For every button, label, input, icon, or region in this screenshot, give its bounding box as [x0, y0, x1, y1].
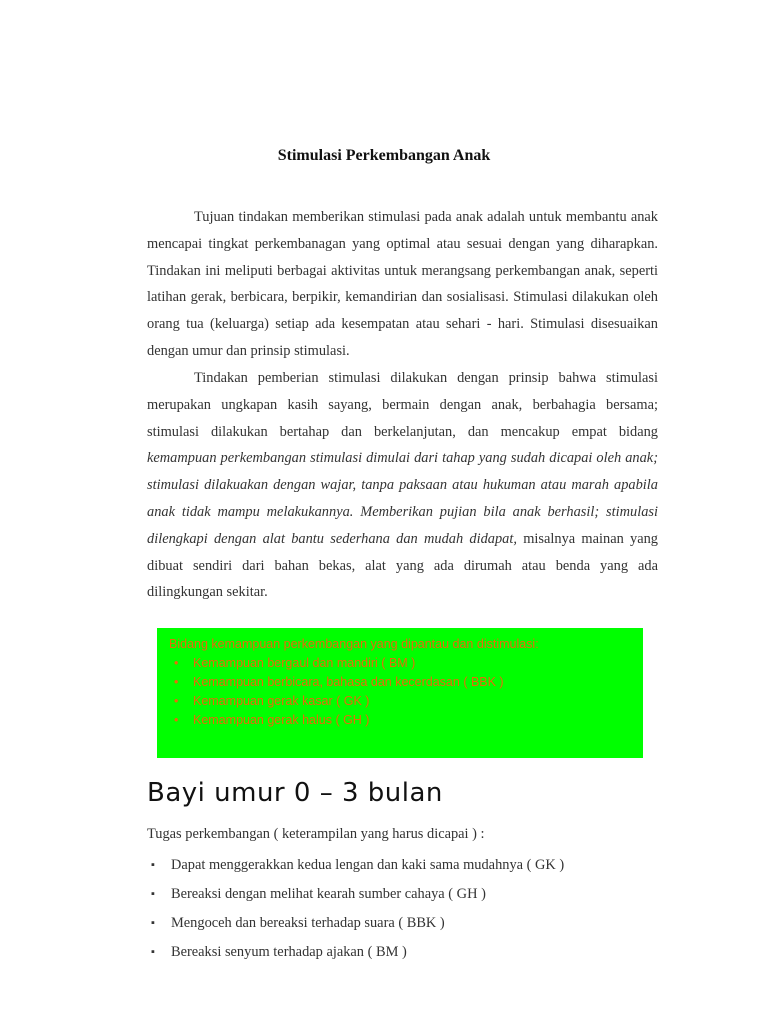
square-bullet-icon: ▪: [151, 946, 155, 958]
paragraph-principles: [147, 365, 658, 606]
task-text: Bereaksi dengan melihat kearah sumber cahaya ( GH ): [171, 886, 486, 902]
paragraph-purpose-text: Tujuan tindakan memberikan stimulasi pada anak adalah untuk membantu anak mencapai tingkat perkembanagan yang optimal atau sesuai dengan yang diharapkan. Tindakan ini meliputi berbagai aktivitas untuk merangsang perkembangan anak, seperti latihan gerak, berbicara, berpikir, kemandirian dan sosialisasi. Stimulasi dilakukan oleh orang tua (keluarga) setiap ada kesempatan atau sehari - hari. Stimulasi disesuaikan dengan umur dan prinsip stimulasi.: [147, 209, 658, 359]
bullet-icon: •: [174, 656, 179, 670]
highlight-item-text: Kemampuan berbicara, bahasa dan kecerdasan ( BBK ): [193, 675, 504, 689]
bullet-icon: •: [174, 713, 179, 727]
task-list-item: [147, 909, 564, 938]
task-list-item: [147, 938, 564, 967]
bullet-icon: •: [174, 694, 179, 708]
highlight-item-text: Kemampuan gerak kasar ( GK ): [193, 694, 370, 708]
paragraph-principles-text: Tindakan pemberian stimulasi dilakukan dengan prinsip bahwa stimulasi merupakan ungkapan kasih sayang, bermain dengan anak, berbahagia bersama; stimulasi dilakukan bertahap dan berkelanjutan, dan mencakup empat bidang: [147, 370, 658, 440]
bullet-icon: •: [174, 675, 179, 689]
task-text: Bereaksi senyum terhadap ajakan ( BM ): [171, 944, 407, 960]
highlight-box: [157, 628, 643, 758]
highlight-list-item: [169, 711, 631, 730]
paragraph-principles-italic: kemampuan perkembangan stimulasi dimulai dari tahap yang sudah dicapai oleh anak; stimulasi dilakuakan dengan wajar, tanpa paksaan atau hukuman atau marah apabila anak tidak mampu melakukannya. Memberikan pujian bila anak berhasil; stimulasi dilengkapi dengan alat bantu sederhana dan mudah didapat,: [147, 450, 658, 547]
task-list: [147, 851, 564, 967]
square-bullet-icon: ▪: [151, 917, 155, 929]
page-title: Stimulasi Perkembangan Anak: [277, 147, 491, 164]
tasks-intro: Tugas perkembangan ( keterampilan yang harus dicapai ) :: [147, 826, 485, 842]
section-heading: Bayi umur 0 – 3 bulan: [147, 778, 443, 808]
square-bullet-icon: ▪: [151, 888, 155, 900]
highlight-item-text: Kemampuan gerak halus ( GH ): [193, 713, 370, 727]
highlight-list-item: [169, 654, 631, 673]
highlight-list: [169, 654, 631, 730]
task-list-item: [147, 880, 564, 909]
highlight-box-heading: Bidang kemampuan perkembangan yang dipantau dan distimulasi:: [169, 637, 539, 651]
paragraph-purpose: [147, 204, 658, 365]
square-bullet-icon: ▪: [151, 859, 155, 871]
highlight-item-text: Kemampuan bergaul dan mandiri ( BM ): [193, 656, 416, 670]
task-text: Dapat menggerakkan kedua lengan dan kaki sama mudahnya ( GK ): [171, 857, 565, 873]
paragraph-principles-end: misalnya mainan yang dibuat sendiri dari bahan bekas, alat yang ada dirumah atau benda yang ada dilingkungan sekitar.: [147, 530, 658, 601]
highlight-list-item: [169, 673, 631, 692]
highlight-list-item: [169, 692, 631, 711]
task-text: Mengoceh dan bereaksi terhadap suara ( BBK ): [171, 915, 445, 931]
task-list-item: [147, 851, 564, 880]
